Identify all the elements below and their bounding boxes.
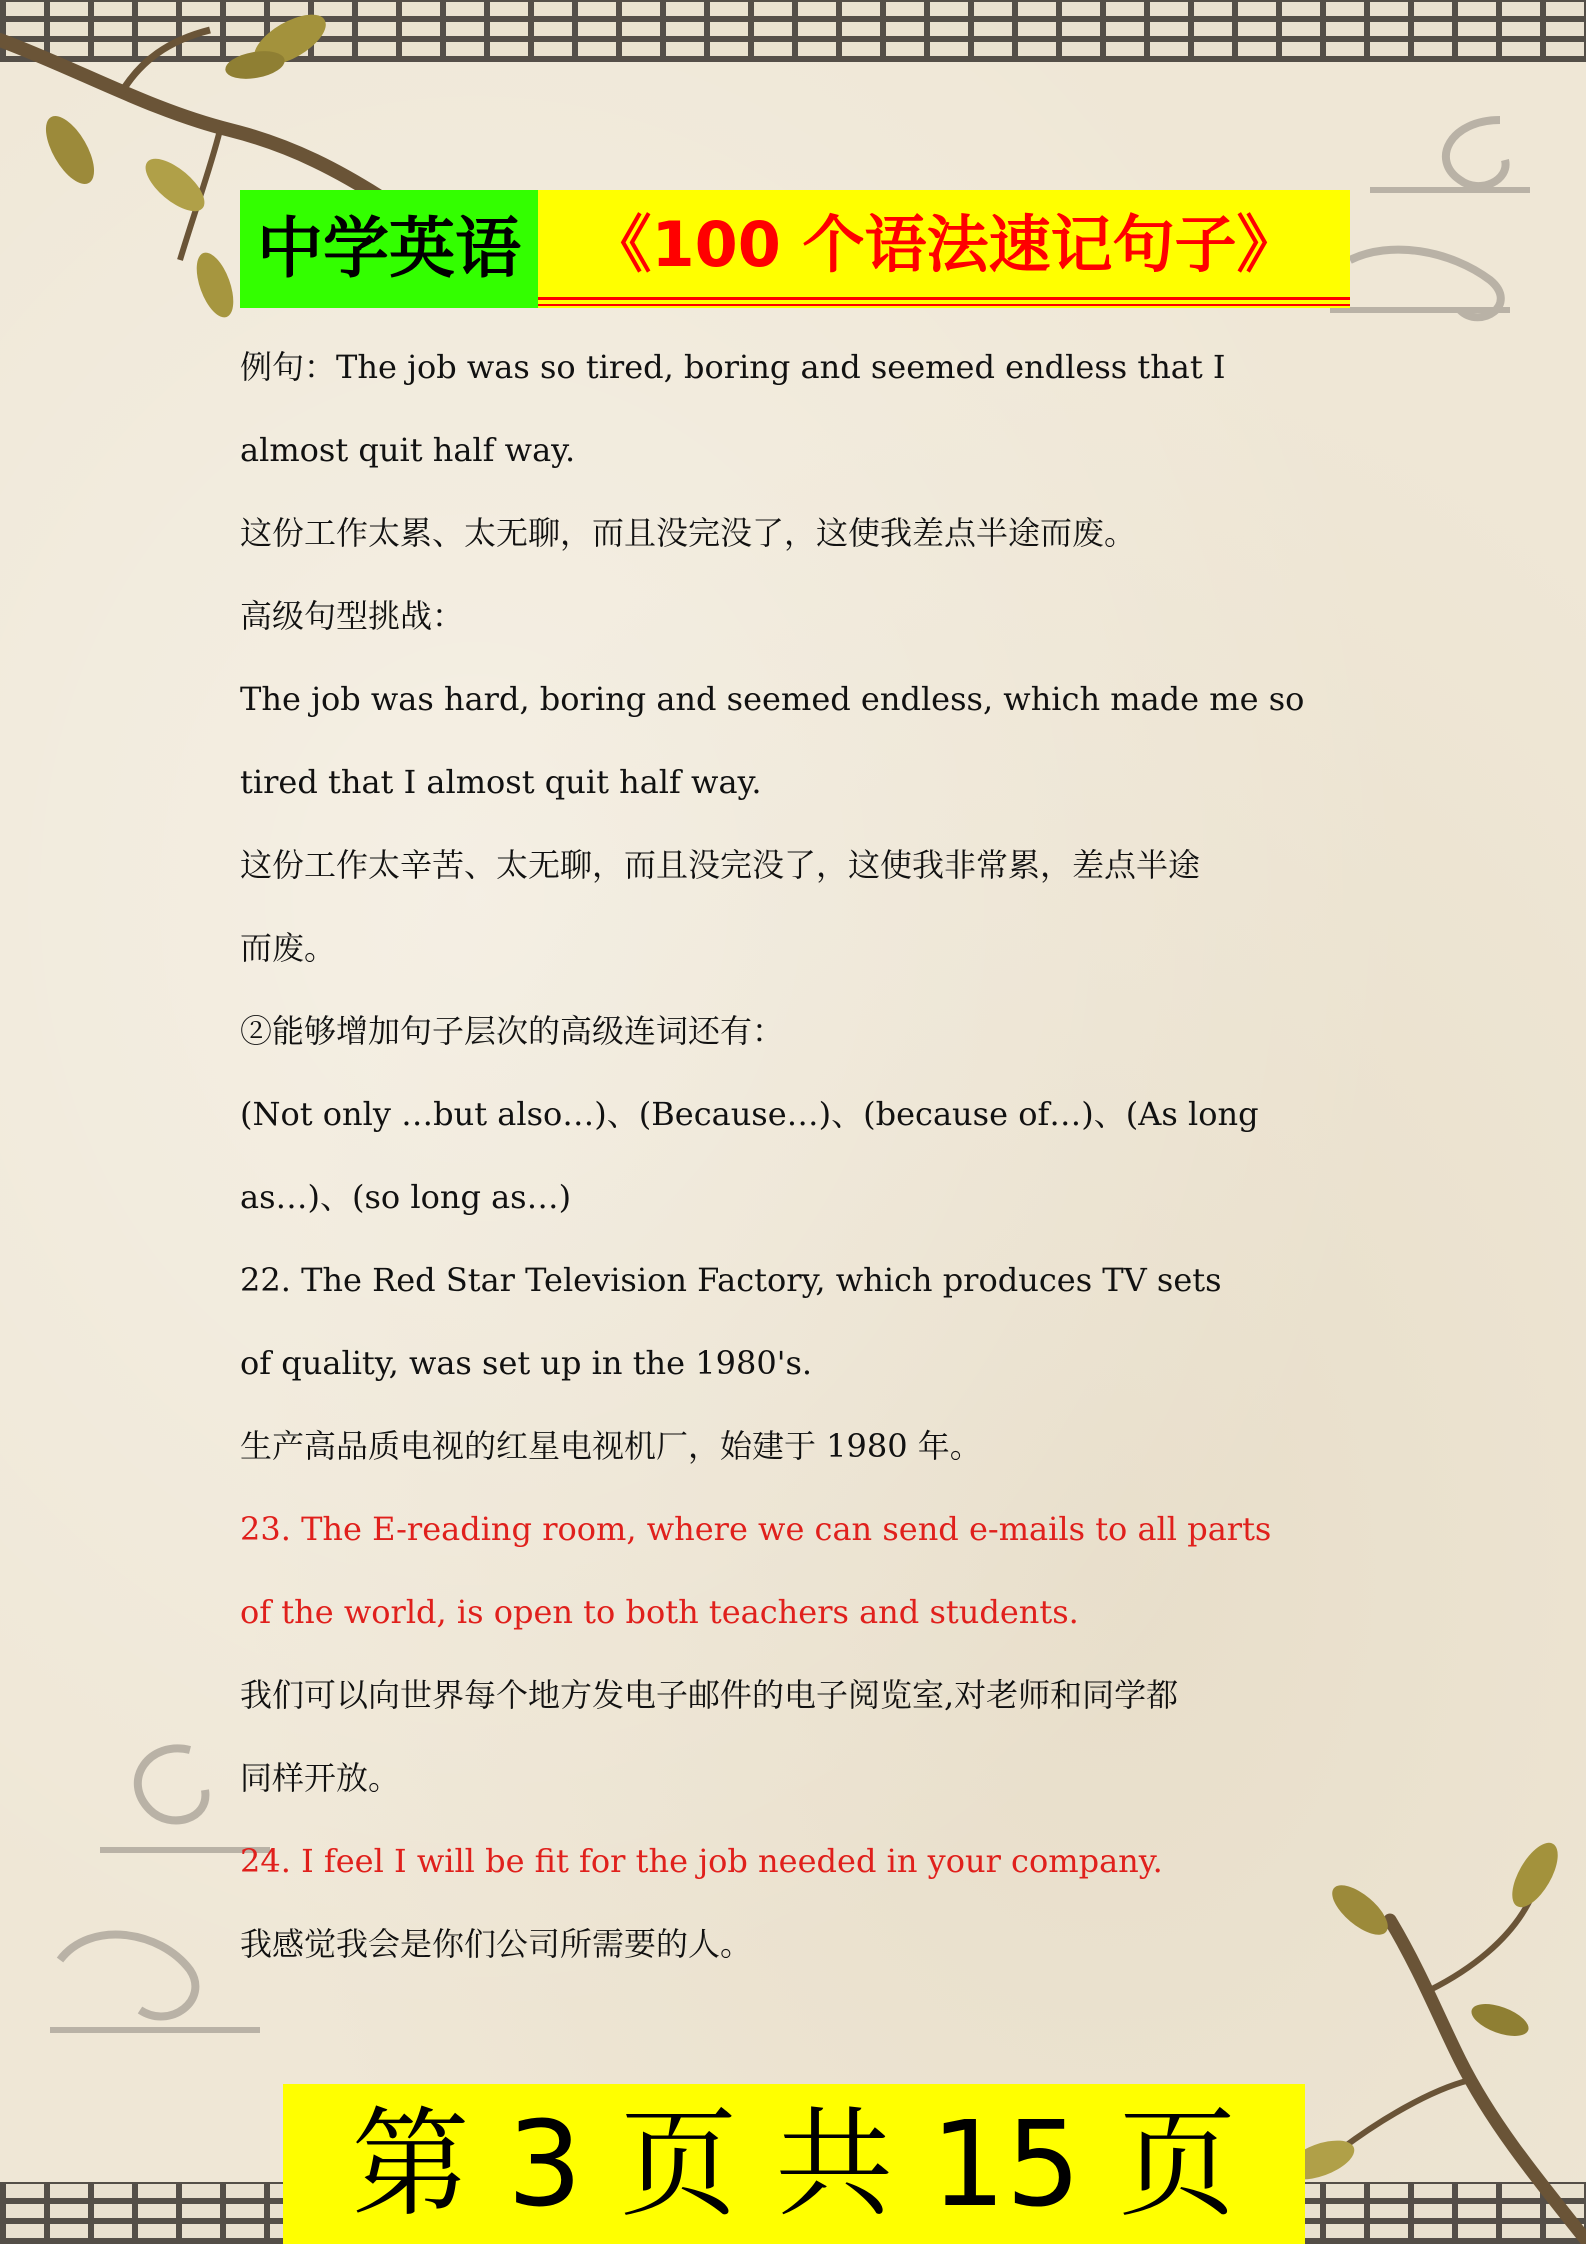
text-line: tired that I almost quit half way. [240, 763, 762, 801]
text-line: 高级句型挑战： [240, 597, 465, 635]
text-line: 而废。 [240, 929, 337, 967]
text-line: 这份工作太辛苦、太无聊，而且没完没了，这使我非常累，差点半途 [240, 846, 1201, 884]
text-line: almost quit half way. [240, 431, 576, 469]
text-line: 23. The E-reading room, where we can send e-mails to all parts [240, 1510, 1272, 1548]
cloud-scroll-decoration-top-right [1330, 110, 1570, 360]
text-line: of quality, was set up in the 1980's. [240, 1344, 813, 1382]
text-line: 我们可以向世界每个地方发电子邮件的电子阅览室,对老师和同学都 [240, 1676, 1179, 1714]
title-underline-second [538, 304, 1350, 306]
text-line: 例句：The job was so tired, boring and seemed endless that I [240, 348, 1226, 386]
text-line: ②能够增加句子层次的高级连词还有： [240, 1012, 785, 1050]
text-line: The job was hard, boring and seemed endless, which made me so [240, 680, 1305, 718]
text-line: 22. The Red Star Television Factory, which produces TV sets [240, 1261, 1222, 1299]
text-line: 同样开放。 [240, 1759, 401, 1797]
text-line: 24. I feel I will be fit for the job needed in your company. [240, 1842, 1163, 1880]
text-line: 这份工作太累、太无聊，而且没完没了，这使我差点半途而废。 [240, 514, 1137, 552]
page-counter: 第 3 页 共 15 页 [283, 2084, 1305, 2244]
text-line: 我感觉我会是你们公司所需要的人。 [240, 1925, 753, 1963]
text-line: of the world, is open to both teachers and students. [240, 1593, 1079, 1631]
document-body [240, 326, 1355, 1986]
text-line: (Not only …but also…)、(Because…)、(because of…)、(As long [240, 1095, 1259, 1133]
page-title [240, 190, 1350, 308]
title-underline [538, 297, 1350, 300]
title-book-name: 《100 个语法速记句子》 [538, 190, 1350, 308]
title-subject: 中学英语 [240, 190, 538, 308]
text-line: 生产高品质电视的红星电视机厂，始建于 1980 年。 [240, 1427, 982, 1465]
text-line: as…)、(so long as…) [240, 1178, 572, 1216]
